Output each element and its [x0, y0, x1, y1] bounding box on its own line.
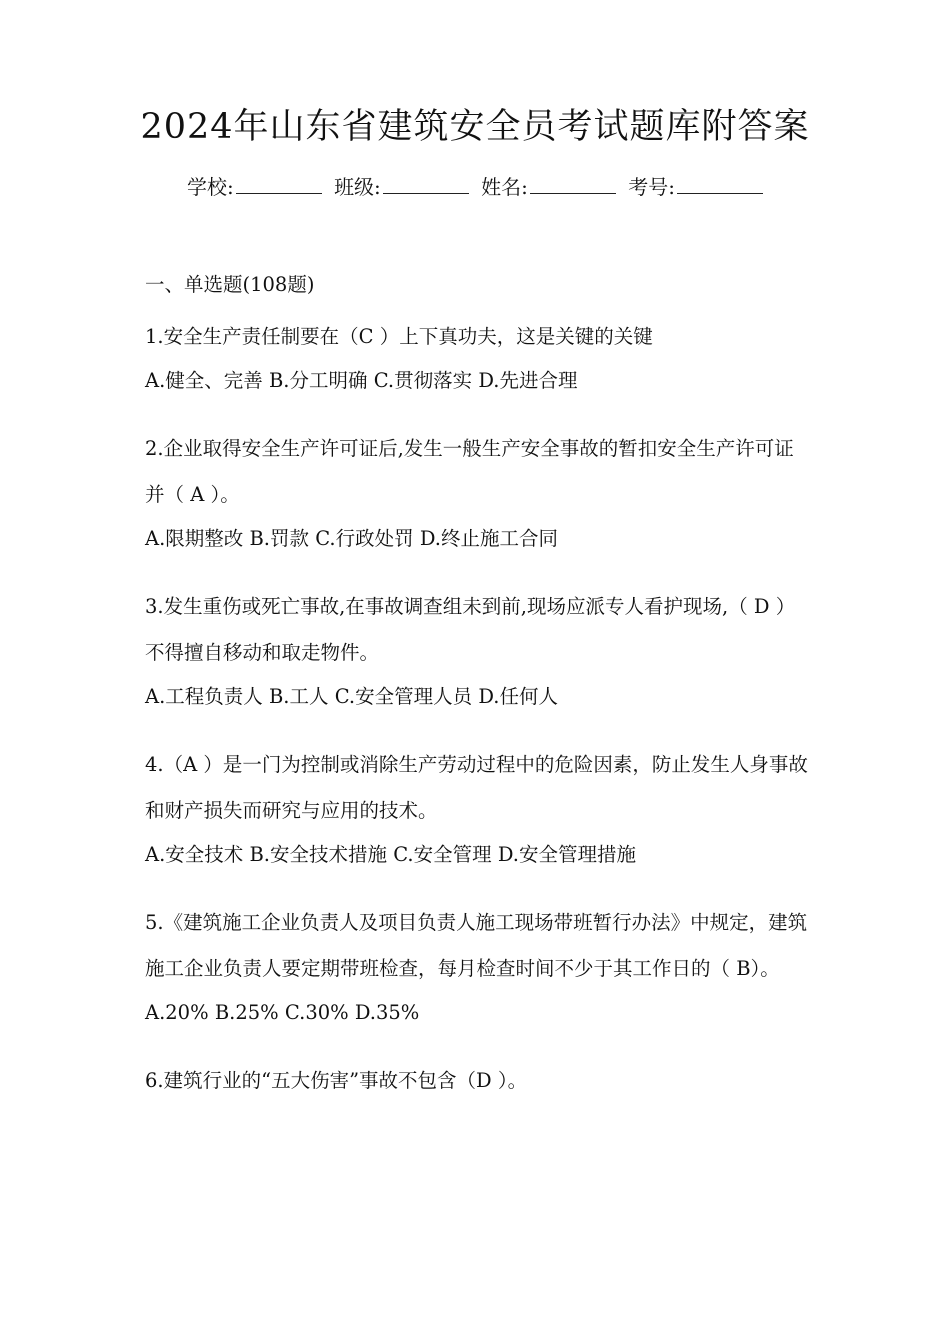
question-stem: 3.发生重伤或死亡事故,在事故调查组未到前,现场应派专人看护现场,（ D ）不得擅自移动和取走物件。 [145, 595, 796, 664]
school-blank[interactable] [236, 173, 322, 194]
question-options: A.安全技术 B.安全技术措施 C.安全管理 D.安全管理措施 [145, 843, 636, 866]
question-item [145, 1058, 813, 1104]
class-label: 班级: [334, 175, 381, 199]
document-title: 2024年山东省建筑安全员考试题库附答案 [140, 107, 810, 147]
class-field [334, 171, 469, 203]
question-options: A.限期整改 B.罚款 C.行政处罚 D.终止施工合同 [145, 527, 558, 550]
question-item [145, 426, 813, 558]
question-options: A.健全、完善 B.分工明确 C.贯彻落实 D.先进合理 [145, 369, 578, 392]
name-field [481, 171, 616, 203]
class-blank[interactable] [383, 173, 469, 194]
question-item [145, 314, 813, 400]
student-info-line [0, 171, 950, 203]
section-header: 一、单选题(108题) [145, 273, 315, 296]
question-item [145, 900, 813, 1032]
question-stem: 1.安全生产责任制要在（C ）上下真功夫，这是关键的关键 [145, 325, 653, 348]
exam-number-label: 考号: [628, 175, 676, 199]
question-content [145, 262, 813, 1130]
question-stem: 4.（A ）是一门为控制或消除生产劳动过程中的危险因素，防止发生人身事故和财产损失而研究与应用的技术。 [145, 753, 808, 822]
question-item [145, 584, 813, 716]
name-label: 姓名: [481, 175, 528, 199]
exam-number-blank[interactable] [677, 173, 763, 194]
question-item [145, 742, 813, 874]
school-label: 学校: [186, 175, 234, 199]
name-blank[interactable] [530, 173, 616, 194]
question-stem: 2.企业取得安全生产许可证后,发生一般生产安全事故的暂扣安全生产许可证并（ A ）。 [145, 437, 794, 506]
question-options: A.工程负责人 B.工人 C.安全管理人员 D.任何人 [145, 685, 558, 708]
question-options: A.20% B.25% C.30% D.35% [145, 1001, 420, 1024]
question-stem: 5.《建筑施工企业负责人及项目负责人施工现场带班暂行办法》中规定，建筑施工企业负责人要定期带班检查，每月检查时间不少于其工作日的（ B）。 [145, 911, 808, 980]
exam-number-field [628, 171, 763, 203]
school-field [187, 171, 322, 203]
question-stem: 6.建筑行业的“五大伤害”事故不包含（D ）。 [145, 1069, 528, 1092]
